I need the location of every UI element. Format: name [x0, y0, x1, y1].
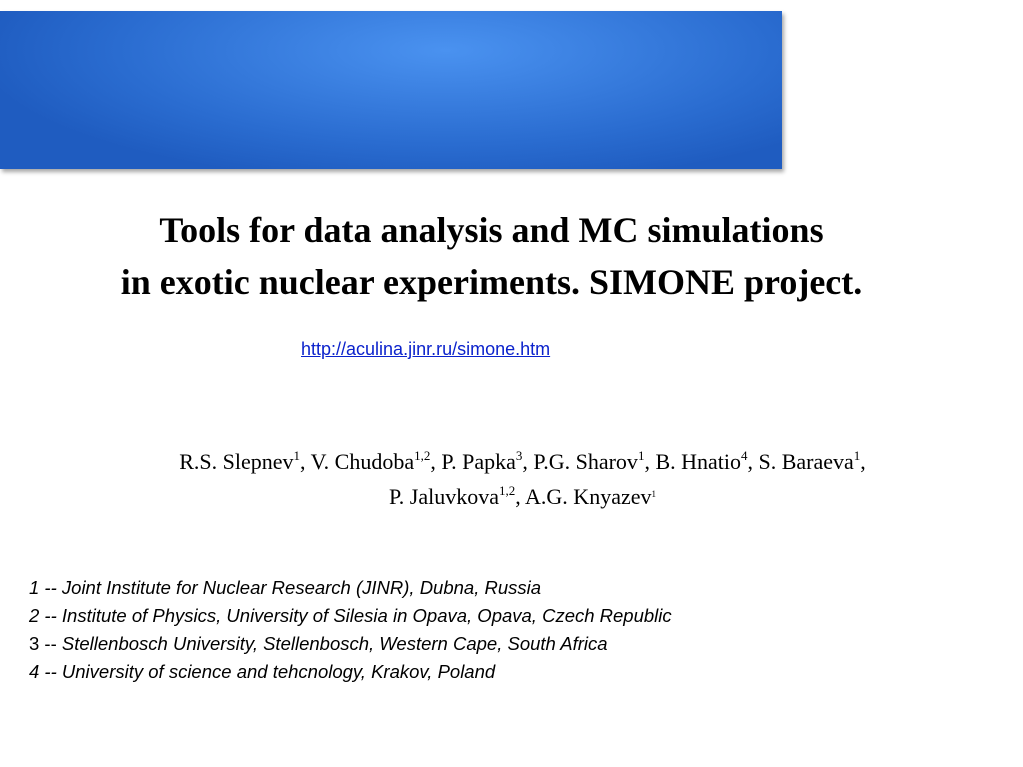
author-name: P.G. Sharov: [533, 449, 638, 474]
author-affiliation-mark: 1: [637, 448, 645, 463]
affiliation-list: [29, 574, 672, 686]
affiliation-number: 1: [29, 577, 40, 598]
author-affiliation-mark: 4: [741, 448, 748, 463]
author-name: P. Papka: [441, 449, 516, 474]
affiliation-number: 3: [29, 633, 40, 654]
author-separator: ,: [300, 449, 311, 474]
authors-line-2: [0, 479, 1023, 514]
affiliation-number: 4: [29, 661, 40, 682]
author-separator: ,: [430, 449, 442, 474]
author-name: R.S. Slepnev: [179, 449, 294, 474]
title-line-1: Tools for data analysis and MC simulations: [159, 210, 824, 250]
author-affiliation-mark: 1,2: [414, 448, 431, 463]
author-affiliation-mark: 1,2: [498, 483, 516, 498]
author-name: S. Baraeva: [758, 449, 854, 474]
author-name: A.G. Knyazev: [525, 484, 652, 509]
project-link[interactable]: http://aculina.jinr.ru/simone.htm: [301, 339, 551, 359]
author-name: B. Hnatio: [655, 449, 741, 474]
author-separator: ,: [860, 449, 866, 474]
author-affiliation-mark: 1: [293, 448, 300, 463]
author-affiliation-mark: 3: [515, 448, 523, 463]
affiliation-text: Joint Institute for Nuclear Research (JINR), Dubna, Russia: [61, 577, 542, 598]
author-separator: ,: [644, 449, 656, 474]
affiliation-item: [29, 630, 672, 658]
affiliation-separator: --: [39, 577, 62, 598]
affiliation-separator: --: [39, 605, 62, 626]
author-separator: ,: [522, 449, 534, 474]
affiliation-text: University of science and tehcnology, Krakov, Poland: [61, 661, 496, 682]
author-list: [0, 444, 1023, 514]
affiliation-separator: --: [39, 661, 62, 682]
affiliation-item: [29, 658, 672, 686]
affiliation-item: [29, 602, 672, 630]
affiliation-text: Stellenbosch University, Stellenbosch, Western Cape, South Africa: [61, 633, 608, 654]
affiliation-item: [29, 574, 672, 602]
slide-title: [0, 204, 983, 308]
author-affiliation-mark: 1: [651, 489, 656, 499]
author-name: P. Jaluvkova: [388, 484, 499, 509]
authors-line-1: [0, 444, 1023, 479]
author-separator: ,: [515, 484, 526, 509]
affiliation-text: Institute of Physics, University of Silesia in Opava, Opava, Czech Republic: [61, 605, 672, 626]
affiliation-separator: --: [39, 633, 62, 654]
header-banner: [0, 11, 782, 169]
author-name: V. Chudoba: [310, 449, 415, 474]
author-separator: ,: [747, 449, 759, 474]
author-affiliation-mark: 1: [853, 448, 861, 463]
affiliation-number: 2: [29, 605, 40, 626]
title-line-2: in exotic nuclear experiments. SIMONE project.: [120, 262, 863, 302]
